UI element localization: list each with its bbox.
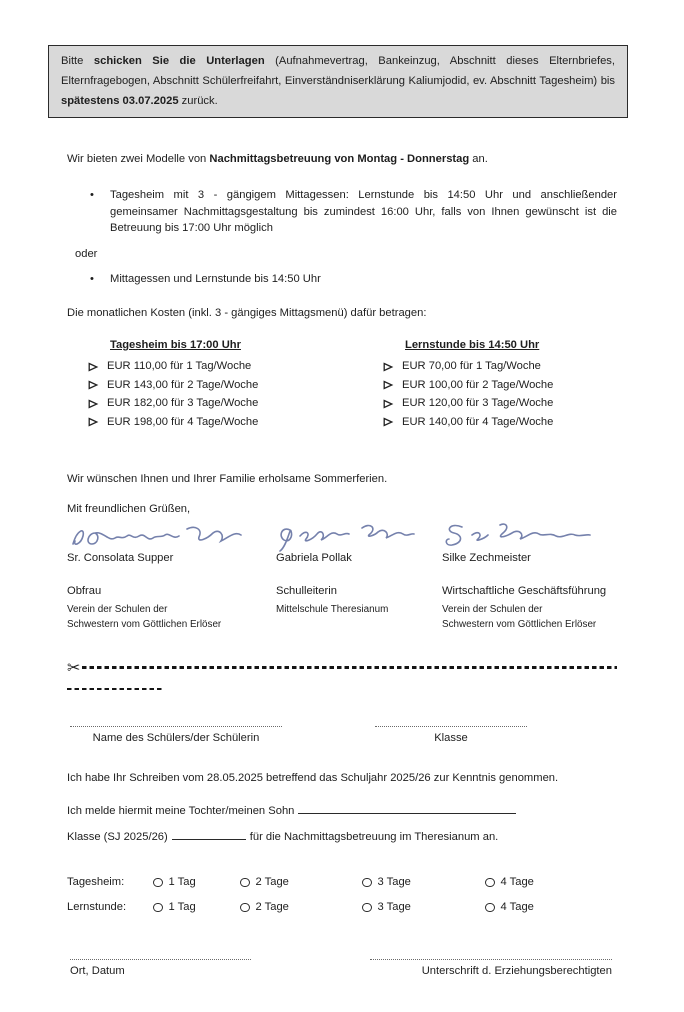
- price-columns: [67, 337, 617, 432]
- option-label: 1 Tag: [168, 876, 196, 889]
- radio-circle-icon[interactable]: [240, 878, 250, 888]
- student-name-field: [70, 717, 282, 747]
- arrowhead-icon: [88, 417, 98, 427]
- handwritten-signature: [442, 520, 594, 552]
- option-label: 3 Tage: [377, 901, 411, 914]
- or-label: oder: [75, 248, 98, 261]
- costs-intro: Die monatlichen Kosten (inkl. 3 - gängiges Mittagsmenü) dafür betragen:: [67, 306, 427, 319]
- student-class-field: [375, 717, 527, 747]
- price-text: EUR 143,00 für 2 Tage/Woche: [107, 378, 259, 391]
- org-line: Schwestern vom Göttlichen Erlöser: [442, 618, 597, 630]
- price-item: [88, 357, 350, 376]
- arrowhead-icon: [88, 380, 98, 390]
- guardian-signature-input[interactable]: [370, 950, 612, 960]
- price-text: EUR 110,00 für 1 Tag/Woche: [107, 360, 252, 373]
- bottom-fields: [67, 950, 617, 980]
- option-label: 3 Tage: [377, 876, 411, 889]
- intro-text: an.: [469, 153, 488, 165]
- org-line: Verein der Schulen der: [67, 603, 168, 615]
- signer-name: Sr. Consolata Supper: [67, 551, 174, 564]
- letter-body: [0, 151, 684, 980]
- class-blank[interactable]: [172, 829, 246, 840]
- radio-circle-icon[interactable]: [485, 878, 495, 888]
- radio-circle-icon[interactable]: [153, 903, 163, 913]
- arrowhead-icon: [383, 399, 393, 409]
- signer-organization: [442, 602, 617, 632]
- price-item: [383, 376, 553, 395]
- price-text: EUR 198,00 für 4 Tage/Woche: [107, 415, 259, 428]
- option-label: 4 Tage: [500, 876, 534, 889]
- option-label: 4 Tage: [500, 901, 534, 914]
- price-item: [383, 413, 553, 432]
- lernstunde-row-label: Lernstunde:: [67, 901, 127, 914]
- arrowhead-icon: [88, 362, 98, 372]
- radio-tagesheim-4-tage[interactable]: [485, 874, 534, 891]
- class-line: [67, 829, 617, 846]
- day-options: [67, 870, 617, 920]
- salutation: Mit freundlichen Grüßen,: [67, 503, 191, 516]
- register-line: [67, 803, 617, 820]
- price-item: [88, 376, 350, 395]
- radio-circle-icon[interactable]: [362, 878, 372, 888]
- letter-page: [0, 45, 684, 1012]
- cut-off-line: [67, 657, 617, 677]
- price-text: EUR 120,00 für 3 Tage/Woche: [402, 397, 554, 410]
- price-column-lernstunde: [383, 337, 553, 432]
- arrowhead-icon: [383, 380, 393, 390]
- option-label: 1 Tag: [168, 901, 196, 914]
- org-line: Verein der Schulen der: [442, 603, 543, 615]
- signer-silke-zechmeister: [442, 520, 617, 632]
- lernstunde-options-row: [67, 895, 617, 920]
- place-date-input[interactable]: [70, 950, 251, 960]
- bullet-dot-icon: •: [90, 272, 94, 285]
- place-date-field: [70, 950, 251, 980]
- price-column-tagesheim: [88, 337, 350, 432]
- price-item: [383, 394, 553, 413]
- signer-name: Silke Zechmeister: [442, 551, 531, 564]
- tagesheim-options-row: [67, 870, 617, 895]
- signer-consolata-supper: [67, 520, 276, 632]
- model-2-text: Mittagessen und Lernstunde bis 14:50 Uhr: [110, 272, 321, 285]
- signer-organization: [67, 602, 276, 632]
- guardian-signature-label: Unterschrift d. Erziehungsberechtigten: [421, 964, 612, 977]
- price-item: [88, 394, 350, 413]
- child-name-blank[interactable]: [298, 803, 516, 814]
- price-text: EUR 140,00 für 4 Tage/Woche: [402, 415, 554, 428]
- scissors-icon: ✂: [67, 657, 81, 677]
- dashed-line-wrap: [67, 688, 163, 690]
- notice-bold-deadline: spätestens 03.07.2025: [61, 95, 179, 107]
- price-column-header: Lernstunde bis 14:50 Uhr: [405, 338, 540, 351]
- handwritten-signature: [276, 520, 416, 552]
- model-bullet-2: [67, 271, 617, 288]
- radio-lernstunde-3-tage[interactable]: [362, 899, 485, 916]
- signer-role: Wirtschaftliche Geschäftsführung: [442, 584, 607, 597]
- class-suffix-text: für die Nachmittagsbetreuung im Theresianum an.: [249, 831, 499, 844]
- bullet-dot-icon: •: [90, 188, 94, 201]
- student-fields: [67, 717, 617, 747]
- org-line: Mittelschule Theresianum: [276, 603, 389, 615]
- radio-lernstunde-4-tage[interactable]: [485, 899, 534, 916]
- arrowhead-icon: [383, 417, 393, 427]
- notice-box: [48, 45, 628, 118]
- radio-circle-icon[interactable]: [485, 903, 495, 913]
- tagesheim-row-label: Tagesheim:: [67, 876, 125, 889]
- signer-gabriela-pollak: [276, 520, 442, 632]
- closing-wish: Wir wünschen Ihnen und Ihrer Familie erholsame Sommerferien.: [67, 473, 388, 486]
- student-class-label: Klasse: [434, 731, 468, 744]
- price-text: EUR 100,00 für 2 Tage/Woche: [402, 378, 554, 391]
- notice-text: Bitte: [61, 55, 94, 67]
- org-line: Schwestern vom Göttlichen Erlöser: [67, 618, 222, 630]
- radio-circle-icon[interactable]: [240, 903, 250, 913]
- register-text: Ich melde hiermit meine Tochter/meinen Sohn: [67, 805, 295, 818]
- handwritten-signature: [67, 520, 245, 552]
- notice-text: zurück.: [178, 95, 218, 107]
- model-1-text: Tagesheim mit 3 - gängigem Mittagessen: Lernstunde bis 14:50 Uhr und anschließender gemeinsamer Nachmittagsgestaltung bis zumindest 16:00 Uhr, falls von Ihnen gewünscht ist die Betreuung bis 17:00 Uhr möglich: [110, 188, 617, 235]
- guardian-signature-field: [370, 950, 612, 980]
- model-bullet-1: [67, 187, 617, 237]
- student-name-label: Name des Schülers/der Schülerin: [92, 731, 260, 744]
- signer-name: Gabriela Pollak: [276, 551, 352, 564]
- price-item: [88, 413, 350, 432]
- arrowhead-icon: [383, 362, 393, 372]
- acknowledge-text: Ich habe Ihr Schreiben vom 28.05.2025 betreffend das Schuljahr 2025/26 zur Kenntnis genommen.: [67, 771, 559, 784]
- signer-role: Obfrau: [67, 584, 102, 597]
- radio-tagesheim-3-tage[interactable]: [362, 874, 485, 891]
- radio-tagesheim-2-tage[interactable]: [240, 874, 362, 891]
- intro-paragraph: [67, 151, 617, 168]
- student-class-input[interactable]: [375, 717, 527, 727]
- price-text: EUR 182,00 für 3 Tage/Woche: [107, 397, 259, 410]
- radio-circle-icon[interactable]: [362, 903, 372, 913]
- radio-circle-icon[interactable]: [153, 878, 163, 888]
- notice-bold-documents: schicken Sie die Unterlagen: [93, 55, 265, 67]
- price-text: EUR 70,00 für 1 Tag/Woche: [402, 360, 541, 373]
- signer-organization: [276, 602, 442, 617]
- option-label: 2 Tage: [255, 901, 289, 914]
- signature-block: [67, 520, 617, 632]
- price-item: [383, 357, 553, 376]
- option-label: 2 Tage: [255, 876, 289, 889]
- dashed-line: [82, 666, 617, 668]
- place-date-label: Ort, Datum: [70, 964, 125, 977]
- arrowhead-icon: [88, 399, 98, 409]
- notice-text: (Aufnahmevertrag, Bankeinzug, Abschnitt dieses Elternbriefes, Elternfragebogen, Abschnitt Schülerfreifahrt, Einverständniserklärung Kaliumjodid, ev. Abschnitt Tagesheim) bis: [61, 55, 616, 87]
- intro-text: Wir bieten zwei Modelle von: [67, 153, 210, 165]
- student-name-input[interactable]: [70, 717, 282, 727]
- radio-lernstunde-1-tag[interactable]: [153, 899, 240, 916]
- class-prefix-text: Klasse (SJ 2025/26): [67, 831, 168, 844]
- radio-lernstunde-2-tage[interactable]: [240, 899, 362, 916]
- price-column-header: Tagesheim bis 17:00 Uhr: [110, 338, 241, 351]
- radio-tagesheim-1-tag[interactable]: [153, 874, 240, 891]
- intro-bold: Nachmittagsbetreuung von Montag - Donnerstag: [209, 153, 470, 165]
- signer-role: Schulleiterin: [276, 584, 337, 597]
